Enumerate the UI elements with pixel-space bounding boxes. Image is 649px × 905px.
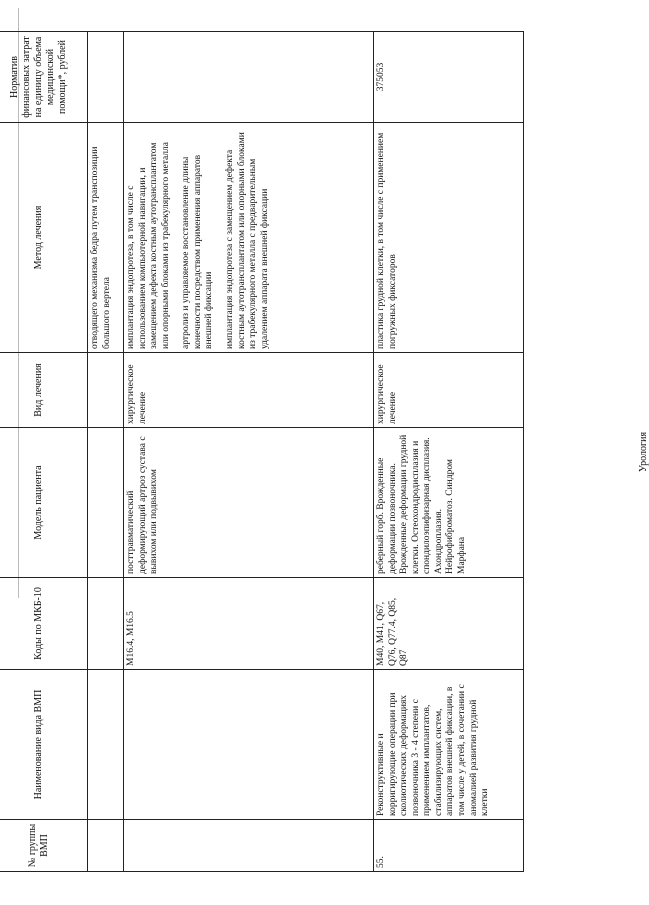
- cell-group-no: [124, 820, 374, 872]
- header-patient-model: Модель пациента: [0, 428, 88, 578]
- table-header-row: [0, 32, 88, 872]
- header-cost-standard: Норматив финансовых затрат на единицу объема медицинской помощи*, рублей: [0, 32, 88, 123]
- cell-cost: [124, 32, 374, 123]
- rotated-sheet: [8, 32, 649, 872]
- cell-treatment-type: хирургическое лечение: [124, 353, 374, 428]
- cell-treatment-type: [88, 353, 124, 428]
- table-row: [374, 32, 524, 872]
- section-title: Урология: [638, 431, 649, 473]
- method-text: имплантация эндопротеза, в том числе с использованием компьютерной навигации, и замещением дефекта костным аутотрансплантатом или опорными блоками из трабекулярного металла: [126, 142, 171, 349]
- cell-group-no: [88, 820, 124, 872]
- cell-cost: [88, 32, 124, 123]
- cell-vmp-name: Реконструктивные и корригирующие операции при сколиотических деформациях позвоночника 3 - 4 степени с применением имплантатов, стабилизирующих систем, аппаратов внешней фиксации, в том числе у детей, в сочетании с аномалией развития грудной клетки: [374, 670, 524, 820]
- header-group-no: № группы ВМП: [0, 820, 88, 872]
- method-text: имплантация эндопротеза с замещением дефекта костным аутотрансплантатом или опорными блоками из трабекулярного металла с предварительным удалением аппарата внешней фиксации: [225, 132, 270, 349]
- cell-vmp-name: [88, 670, 124, 820]
- cell-treatment-type: хирургическое лечение: [374, 353, 524, 428]
- cell-vmp-name: [124, 670, 374, 820]
- cell-mkb-codes: M16.4, M16.5: [124, 578, 374, 670]
- table-row: [88, 32, 124, 872]
- header-treatment-method: Метод лечения: [0, 123, 88, 353]
- cell-cost: 375053: [374, 32, 524, 123]
- cell-patient-model: реберный горб. Врожденные деформации позвоночника. Врожденные деформации грудной клетки. Остеохондродисплазия и спондилоэпифизарная дисплазия. Ахондроплазия. Нейрофиброматоз. Синдром Марфана: [374, 428, 524, 578]
- cell-mkb-codes: [88, 578, 124, 670]
- cell-mkb-codes: M40, M41, Q67, Q76, Q77.4, Q85, Q87: [374, 578, 524, 670]
- cell-group-no: 55.: [374, 820, 524, 872]
- method-text: артролиз и управляемое восстановление длины конечности посредством применения аппаратов внешней фиксации: [181, 154, 215, 349]
- vmp-table: [0, 31, 524, 872]
- cell-treatment-method: [88, 123, 124, 353]
- method-text: отводящего механизма бедра путем транспозиции большого вертела: [90, 146, 112, 349]
- method-text: пластика грудной клетки, в том числе с применением погружных фиксаторов: [376, 132, 398, 349]
- cell-patient-model: [88, 428, 124, 578]
- cell-patient-model: посттравматический деформирующий артроз сустава с вывихом или подвывихом: [124, 428, 374, 578]
- table-row: [124, 32, 374, 872]
- cell-treatment-method: [124, 123, 374, 353]
- cell-treatment-method: [374, 123, 524, 353]
- header-treatment-type: Вид лечения: [0, 353, 88, 428]
- header-mkb-codes: Коды по МКБ-10: [0, 578, 88, 670]
- header-vmp-name: Наименование вида ВМП: [0, 670, 88, 820]
